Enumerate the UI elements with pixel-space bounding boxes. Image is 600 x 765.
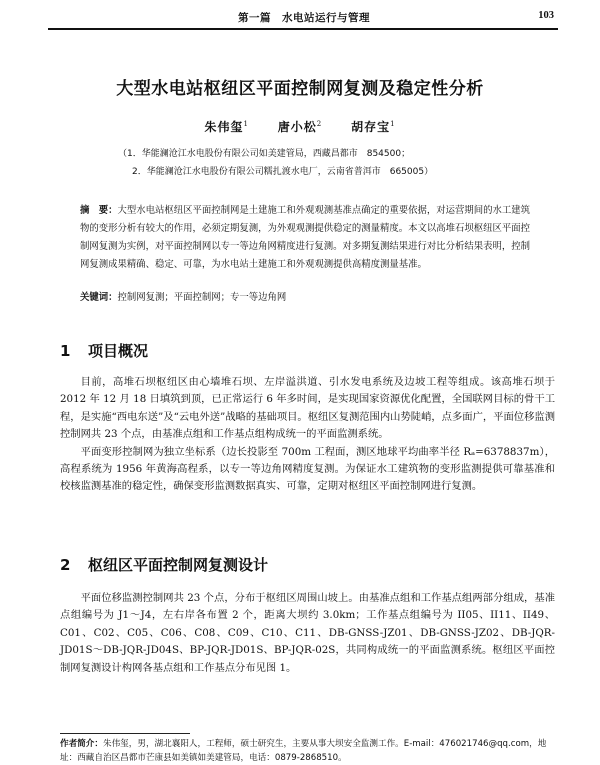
footnote-divider [60, 733, 190, 734]
author-footnote [60, 737, 555, 765]
author-3 [351, 120, 395, 134]
abstract-label: 摘 要： [80, 205, 118, 216]
affiliation-mark: 2 [316, 120, 323, 128]
keywords [80, 291, 535, 305]
abstract-text: 大型水电站枢纽区平面控制网是土建施工和外观观测基准点确定的重要依据，对运营期间的水工建筑物的变形分析有较大的作用，必须定期复测，为外观观测提供稳定的测量精度。本文以高堆石坝枢纽区平面控制网复测为实例，对平面控制网以专一等边角网精度进行复测。对多期复测结果进行对比分析结果表明，控制网复测成果精确、稳定、可靠，为水电站土建施工和外观观测提供高精度测量基准。 [80, 205, 531, 270]
section-title: 项目概况 [88, 342, 149, 360]
author-list [0, 118, 600, 135]
footnote-label: 作者简介： [60, 739, 103, 749]
section-2-body [60, 590, 555, 677]
section-heading-2 [60, 554, 268, 575]
section-number: 2 [60, 556, 71, 574]
paragraph: 平面变形控制网为独立坐标系（边长投影至 700m 工程面，测区地球平均曲率半径 Rₐ=6378837m），高程系统为 1956 年黄海高程系，以专一等边角网精度复测。为保证水工建筑物的变形监测提供可靠基准和校核监测基准的稳定性，确保变形监测数据真实、可靠，定期对枢纽区平面控制网进行复测。 [60, 445, 555, 493]
keywords-text: 控制网复测；平面控制网；专一等边角网 [117, 292, 287, 303]
author-1 [204, 120, 248, 134]
section-heading-1 [60, 340, 148, 361]
author-name: 朱伟玺 [204, 120, 244, 134]
running-header-section: 第一篇 水电站运行与管理 [238, 12, 370, 24]
running-header [48, 10, 558, 30]
author-2 [278, 120, 322, 134]
paragraph: 平面位移监测控制网共 23 个点，分布于枢纽区周围山坡上。由基准点组和工作基点组两部分组成，基准点组编号为 J1～J4，左右岸各布置 2 个，距离大坝约 3.0km；工作基点组编号为 II05、II11、II49、C01、C02、C05、C06、C08、C09、C10、C11、DB-GNSS-JZ01、DB-GNSS-JZ02、DB-JQR-JD01S～DB-JQR-JD04S、BP-JQR-JD01S、BP-JQR-02S，共同构成统一的平面监测系统。枢纽区平面控制网复测设计构网各基点组和工作基点分布见图 1。 [60, 592, 555, 674]
page-number: 103 [538, 10, 554, 21]
affiliation-1: （1．华能澜沧江水电股份有限公司如美建管局，西藏昌都市 854500； [118, 149, 411, 159]
keywords-label: 关键词： [80, 292, 118, 303]
affiliation-2: 2．华能澜沧江水电股份有限公司糯扎渡水电厂，云南省普洱市 665005） [132, 167, 434, 177]
affiliation-mark: 1 [243, 120, 249, 128]
abstract [80, 202, 535, 274]
author-name: 胡存宝 [351, 120, 391, 134]
paper-title: 大型水电站枢纽区平面控制网复测及稳定性分析 [116, 79, 484, 99]
section-1-body [60, 374, 555, 496]
footnote-text: 朱伟玺，男，湖北襄阳人，工程师，硕士研究生，主要从事大坝安全监测工作。E-mail：476021746@qq.com，地址：西藏自治区昌都市芒康县如美镇如美建管局，电话：0879-2868510。 [60, 739, 547, 763]
section-number: 1 [60, 342, 71, 360]
section-title: 枢纽区平面控制网复测设计 [88, 556, 269, 574]
author-name: 唐小松 [277, 120, 317, 134]
paragraph: 目前，高堆石坝枢纽区由心墙堆石坝、左岸溢洪道、引水发电系统及边坡工程等组成。该高堆石坝于 2012 年 12 月 18 日填筑到顶，已正常运行 6 年多时间，是实现国家资源优化配置，全国联网目标的骨干工程，是实施“西电东送”及“云电外送”战略的基础项目。枢纽区复测范围内山势陡峭，点多面广，平面位移监测控制网共 23 个点，由基准点组和工作基点组构成统一的平面监测系统。 [60, 376, 555, 441]
affiliation-mark: 1 [390, 120, 396, 128]
